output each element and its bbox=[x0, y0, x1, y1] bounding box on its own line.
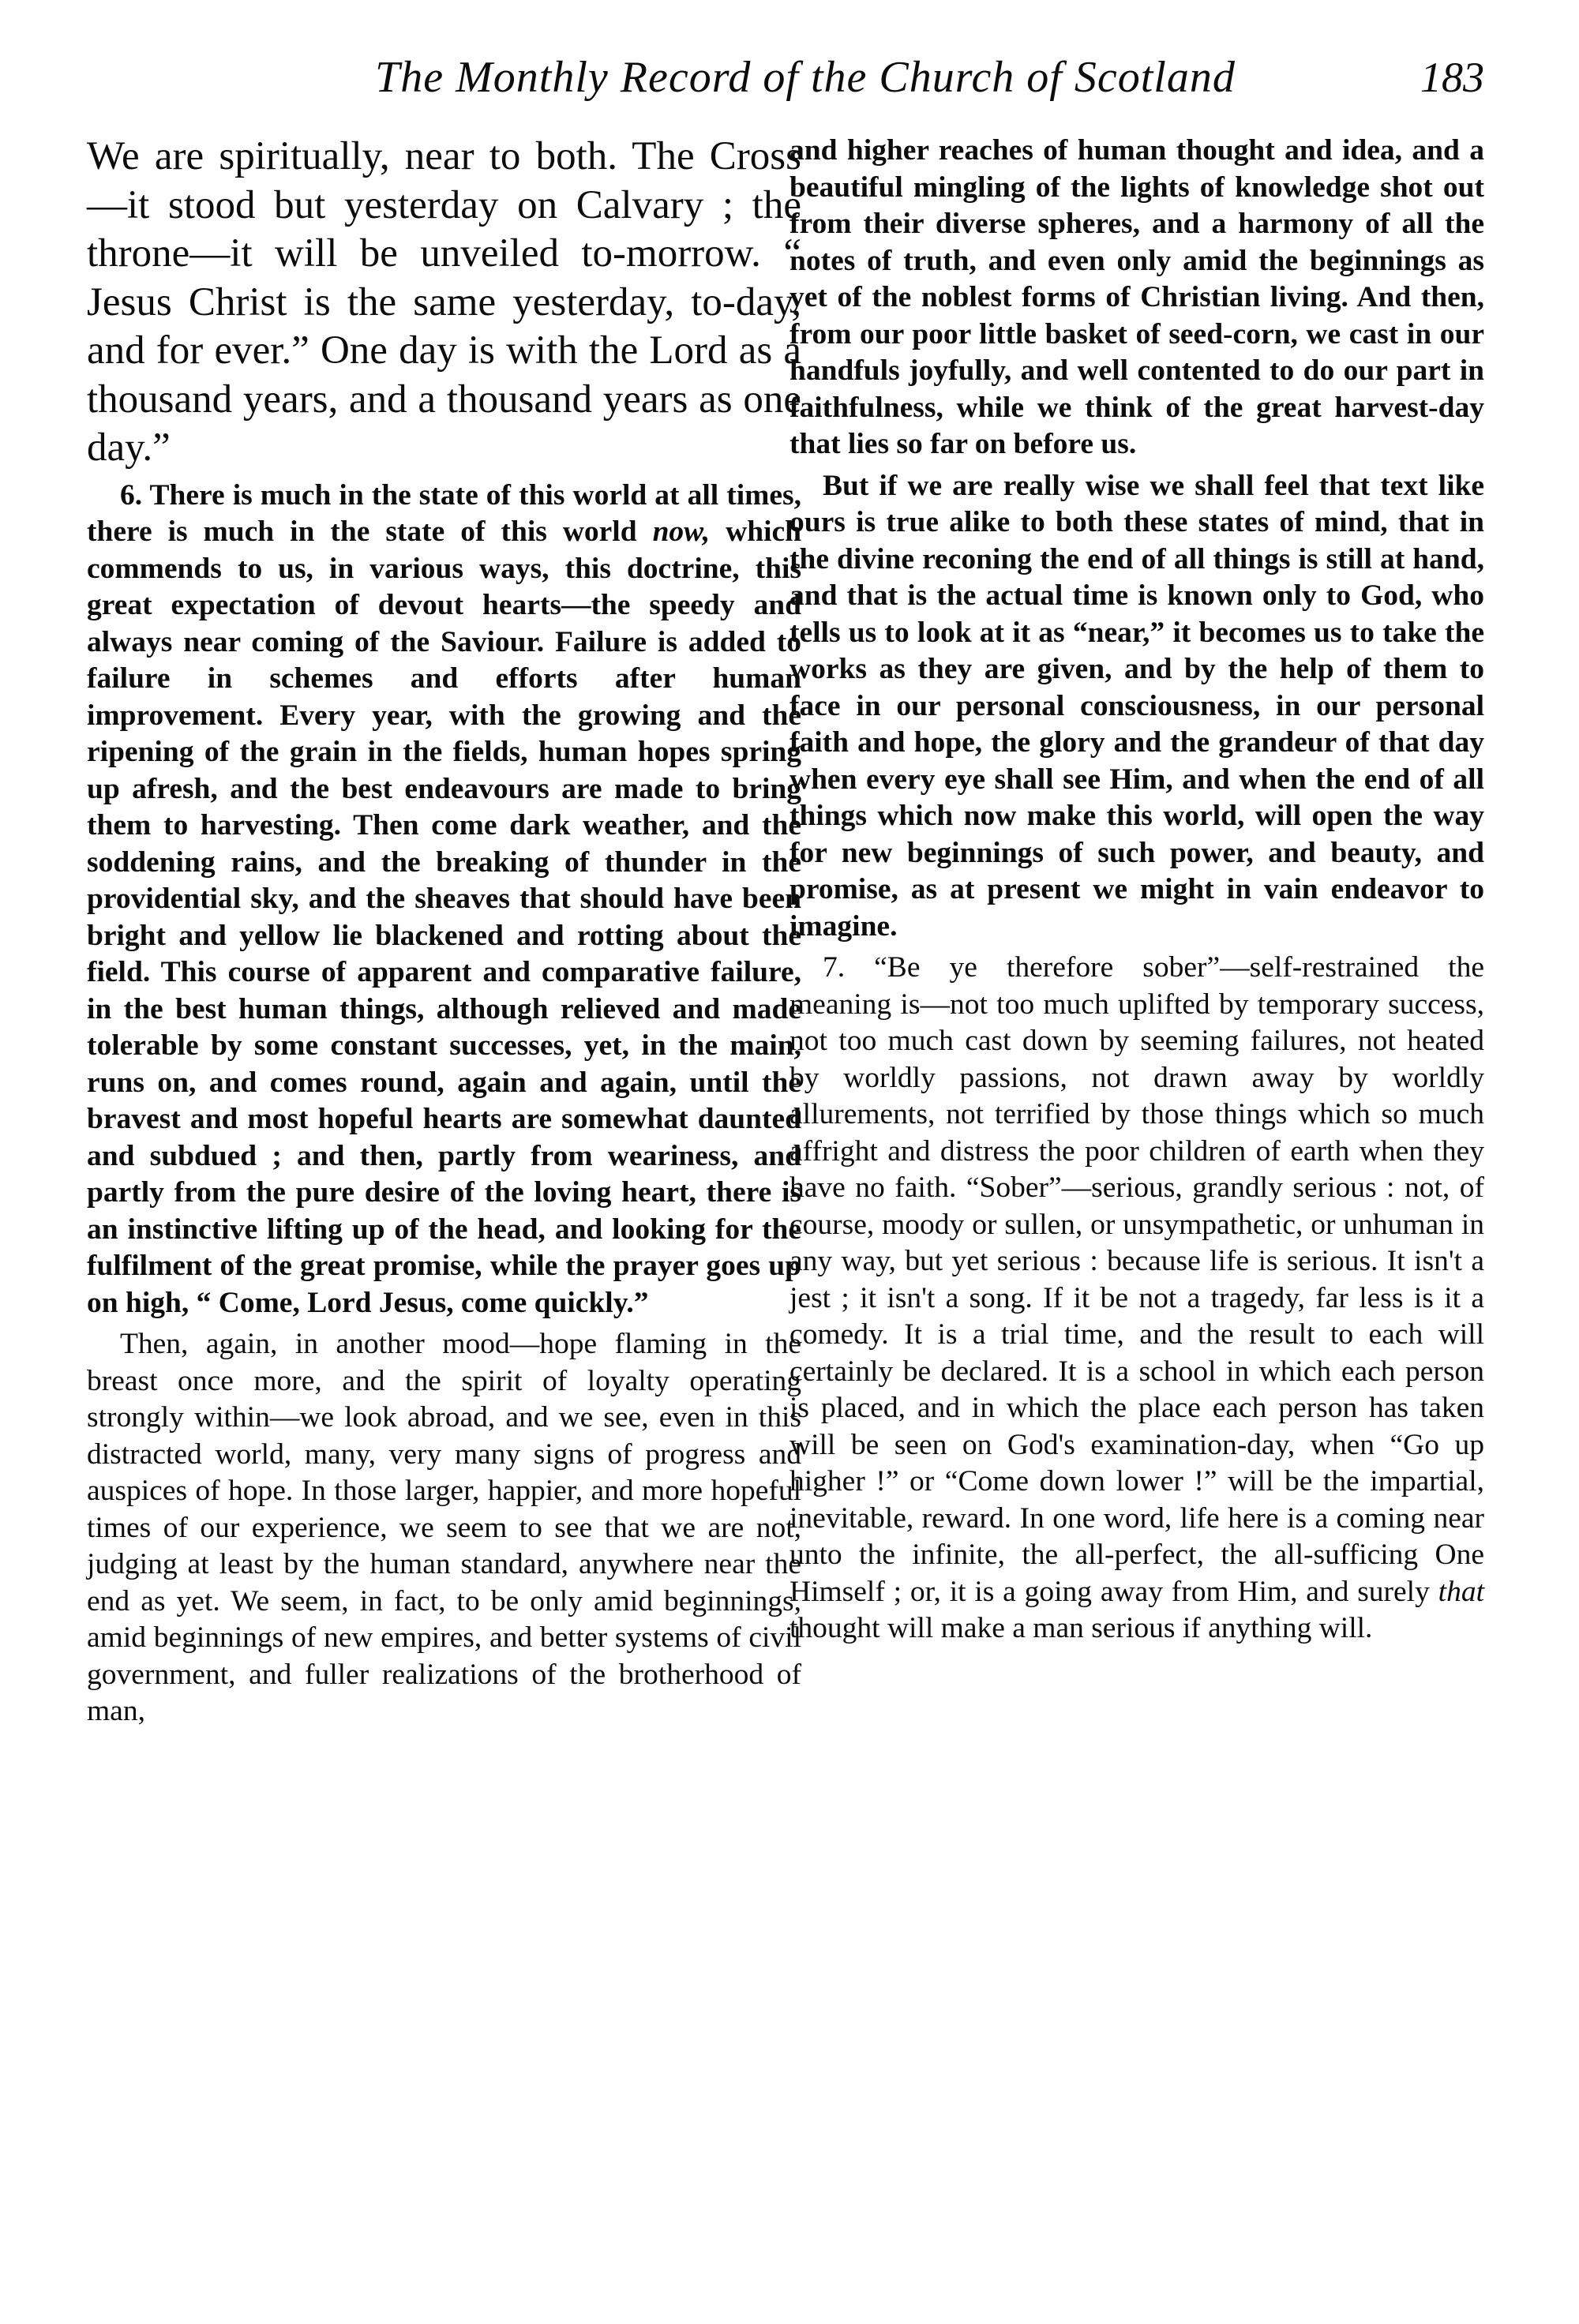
paragraph-6-text-a: There is much in the state of this world at all times, there is much in the state of this world bbox=[87, 478, 801, 548]
continued-paragraph: and higher reaches of human thought and idea, and a beautiful mingling of the lights of knowledge shot out from their diverse spheres, and a harmony of all the notes of truth, and even only amid the beginnings as yet of the noblest forms of Christian living. And then, from our poor little basket of seed-corn, we cast in our handfuls joyfully, and well contented to do our part in faithfulness, while we think of the great harvest-day that lies so far on before us. bbox=[790, 134, 1484, 460]
running-title: The Monthly Record of the Church of Scotland bbox=[375, 53, 1236, 102]
intro-paragraph: We are spiritually, near to both. The Cross—it stood but yesterday on Calvary ; the throne—it will be unveiled to-morrow. “ Jesus Christ is the same yesterday, to-day, and for ever.” One day is with the Lord as a thousand years, and a thousand years as one day.” bbox=[87, 134, 801, 470]
emphasis-that: that bbox=[1438, 1575, 1484, 1608]
paragraph-but-if: But if we are really wise we shall feel that text like ours is true alike to both these states of mind, that in the divine reconing the end of all things is still at hand, and that is the actual time is known only to God, who tells us to look at it as “near,” it becomes us to take the works as they are given, and by the help of them to face in our personal consciousness, in our personal faith and hope, the glory and the grandeur of that day when every eye shall see Him, and when the end of all things which now make this world, will open the way for new beginnings of such power, and beauty, and promise, as at present we might in vain endeavor to imagine. bbox=[790, 469, 1484, 943]
paragraph-6-text-b: which commends to us, in various ways, this doctrine, this great expectation of devout hearts—the speedy and always near coming of the Saviour. Failure is added to failure in schemes and efforts after human improvement. Every year, with the growing and the ripening of the grain in the fields, human hopes spring up afresh, and the best endeavours are made to bring them to harvesting. Then come dark weather, and the soddening rains, and the breaking of thunder in the providential sky, and the sheaves that should have been bright and yellow lie blackened and rotting about the field. This course of apparent and comparative failure, in the best human things, although relieved and made tolerable by some constant successes, yet, in the main, runs on, and comes round, again and again, until the bravest and most hopeful hearts are somewhat daunted and subdued ; and then, partly from weariness, and partly from the pure desire of the loving heart, there is an instinctive lifting up of the head, and looking for the fulfilment of the great promise, while the prayer goes up on high, “ Come, Lord Jesus, come quickly.” bbox=[87, 515, 802, 1319]
right-column bbox=[790, 133, 1484, 1647]
paragraph-6 bbox=[87, 478, 801, 1322]
page-header bbox=[0, 46, 1579, 109]
paragraph-7-text-b: thought will make a man serious if anything will. bbox=[790, 1612, 1373, 1644]
paragraph-number: 6. bbox=[120, 478, 143, 512]
page-number: 183 bbox=[1420, 54, 1484, 101]
paragraph-then-again: Then, again, in another mood—hope flaming in the breast once more, and the spirit of loyalty operating strongly within—we look abroad, and we see, even in this distracted world, many, very many signs of progress and auspices of hope. In those larger, happier, and more hopeful times of our experience, we seem to see that we are not, judging at least by the human standard, anywhere near the end as yet. We seem, in fact, to be only amid beginnings, amid beginnings of new empires, and better systems of civil government, and fuller realizations of the brotherhood of man, bbox=[87, 1328, 801, 1727]
emphasis-now: now, bbox=[652, 515, 711, 548]
left-column bbox=[87, 133, 801, 1730]
paragraph-7-text-a: 7. “Be ye therefore sober”—self-restrained the meaning is—not too much uplifted by temporary success, not too much cast down by seeming failures, not heated by worldly passions, not drawn away by worldly allurements, not terrified by those things which so much affright and distress the poor children of earth when they have no faith. “Sober”—serious, grandly serious : not, of course, moody or sullen, or unsympathetic, or unhuman in any way, but yet serious : because life is serious. It isn't a jest ; it isn't a song. If it be not a tragedy, far less is it a comedy. It is a trial time, and the result to each will certainly be declared. It is a school in which each person is placed, and in which the place each person has taken will be seen on God's examination-day, when “Go up higher !” or “Come down lower !” will be the impartial, inevitable, reward. In one word, life here is a coming near unto the infinite, the all-perfect, the all-sufficing One Himself ; or, it is a going away from Him, and surely bbox=[790, 951, 1484, 1608]
paragraph-7 bbox=[790, 950, 1484, 1647]
